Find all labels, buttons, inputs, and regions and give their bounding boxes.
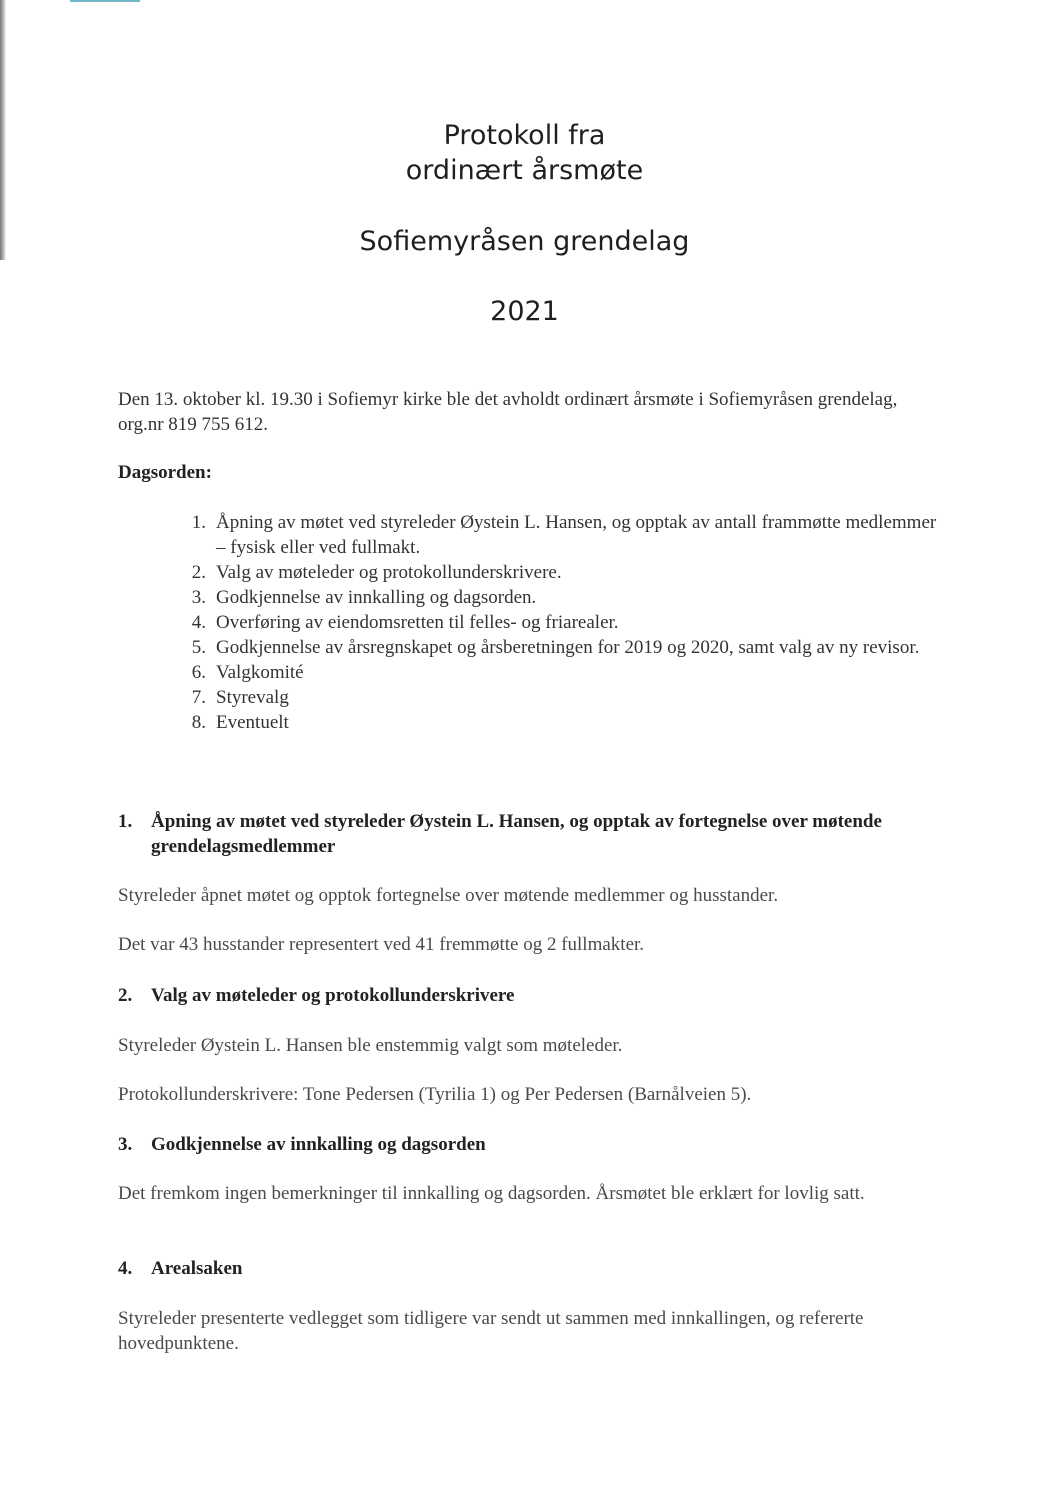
agenda-item-number: 3.: [191, 587, 206, 608]
agenda-item: [178, 635, 938, 660]
section-4-paragraph-1: Styreleder presenterte vedlegget som tidligere var sendt ut sammen med innkallingen, og refererte hovedpunktene.: [118, 1308, 864, 1354]
agenda-item: [178, 710, 938, 735]
agenda-item: [178, 610, 938, 635]
section-number: 3.: [118, 1134, 133, 1155]
agenda-item-text: Valg av møteleder og protokollunderskrivere.: [216, 562, 562, 583]
agenda-item-text: Overføring av eiendomsretten til felles- og friarealer.: [216, 612, 619, 633]
agenda-item: [178, 510, 938, 560]
section-2-heading: [118, 983, 918, 1008]
section-3-heading: [118, 1132, 918, 1157]
agenda-item-number: 8.: [191, 712, 206, 733]
document-title-line1: Protokoll fra: [443, 120, 606, 151]
agenda-item-number: 7.: [191, 687, 206, 708]
agenda-item-text: Eventuelt: [216, 712, 289, 733]
agenda-item-number: 6.: [191, 662, 206, 683]
section-title: Åpning av møtet ved styreleder Øystein L. Hansen, og opptak av fortegnelse over møtende grendelagsmedlemmer: [151, 811, 882, 857]
section-number: 4.: [118, 1258, 133, 1279]
agenda-item: [178, 685, 938, 710]
section-2-paragraph-1: Styreleder Øystein L. Hansen ble enstemmig valgt som møteleder.: [118, 1035, 623, 1056]
section-1-paragraph-1: Styreleder åpnet møtet og opptok fortegnelse over møtende medlemmer og husstander.: [118, 885, 779, 906]
document-year: 2021: [490, 296, 559, 327]
section-number: 1.: [118, 811, 133, 832]
agenda-item: [178, 660, 938, 685]
agenda-item-text: Åpning av møtet ved styreleder Øystein L. Hansen, og opptak av antall frammøtte medlemmer – fysisk eller ved fullmakt.: [216, 512, 937, 558]
section-3-paragraph-1: Det fremkom ingen bemerkninger til innkalling og dagsorden. Årsmøtet ble erklært for lovlig satt.: [118, 1183, 865, 1204]
section-title: Godkjennelse av innkalling og dagsorden: [151, 1134, 486, 1155]
section-number: 2.: [118, 985, 133, 1006]
agenda-item-number: 4.: [191, 612, 206, 633]
agenda-item: [178, 585, 938, 610]
agenda-list: [178, 510, 938, 735]
agenda-item-text: Godkjennelse av årsregnskapet og årsberetningen for 2019 og 2020, samt valg av ny revisor.: [216, 637, 920, 658]
section-title: Arealsaken: [151, 1258, 243, 1279]
section-1-paragraph-2: Det var 43 husstander representert ved 41 fremmøtte og 2 fullmakter.: [118, 934, 645, 955]
scan-top-mark: [70, 0, 140, 2]
agenda-item-text: Styrevalg: [216, 687, 289, 708]
agenda-heading: Dagsorden:: [118, 462, 212, 483]
section-title: Valg av møteleder og protokollunderskrivere: [151, 985, 515, 1006]
intro-paragraph: Den 13. oktober kl. 19.30 i Sofiemyr kirke ble det avholdt ordinært årsmøte i Sofiemyråsen grendelag, org.nr 819 755 612.: [118, 389, 898, 435]
agenda-item-number: 2.: [191, 562, 206, 583]
agenda-item-number: 1.: [191, 512, 206, 533]
agenda-item-number: 5.: [191, 637, 206, 658]
section-4-heading: [118, 1256, 918, 1281]
section-2-paragraph-2: Protokollunderskrivere: Tone Pedersen (Tyrilia 1) og Per Pedersen (Barnålveien 5).: [118, 1084, 752, 1105]
section-1-heading: [118, 809, 918, 859]
document-subtitle: Sofiemyråsen grendelag: [359, 226, 690, 257]
document-title-line2: ordinært årsmøte: [405, 155, 644, 186]
agenda-item: [178, 560, 938, 585]
agenda-item-text: Godkjennelse av innkalling og dagsorden.: [216, 587, 537, 608]
agenda-item-text: Valgkomité: [216, 662, 304, 683]
